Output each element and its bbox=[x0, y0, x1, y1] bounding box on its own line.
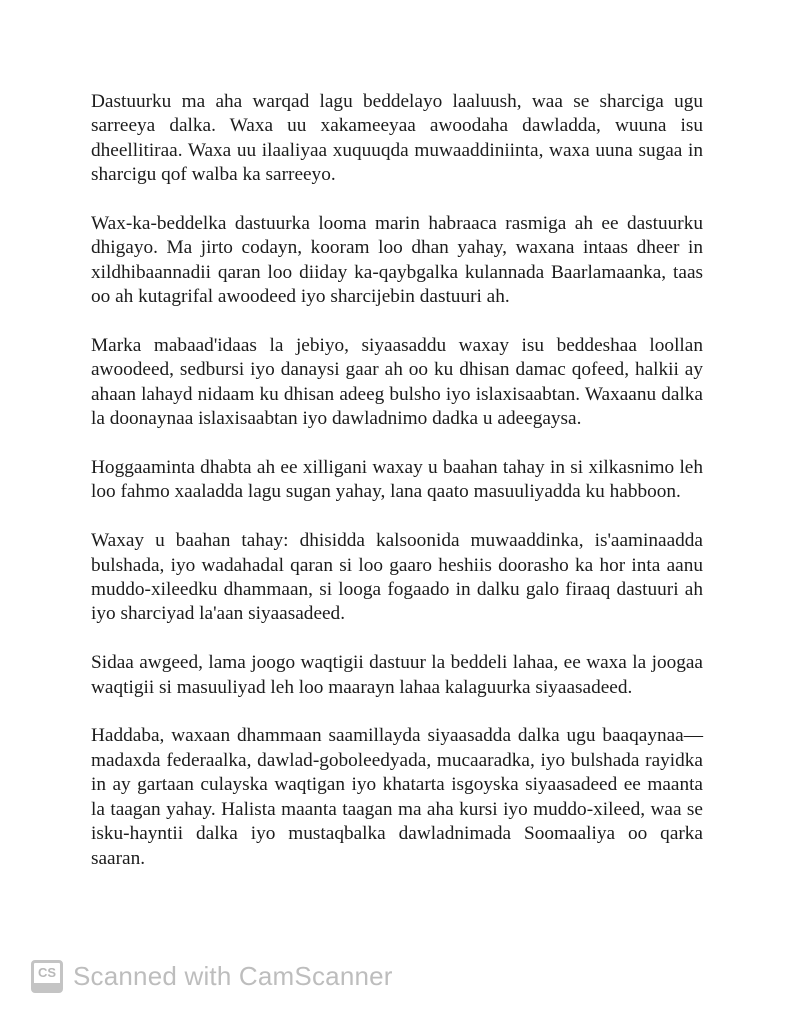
paragraph-requirements: Waxay u baahan tahay: dhisidda kalsoonida muwaaddinka, is'aaminaadda bulshada, iyo wadahadal qaran si loo gaaro heshiis doorasho ka hor inta aanu muddo-xileedku dhammaan, si looga fogaado in dalku galo firaaq dastuuri ah iyo sharciyad la'aan siyaasadeed. bbox=[91, 530, 703, 625]
paragraph-principles-broken: Marka mabaad'idaas la jebiyo, siyaasaddu waxay isu beddeshaa loollan awoodeed, sedbursi iyo danaysi gaar ah oo ku dhisan damac qofeed, halkii ay ahaan lahayd nidaam ku dhisan adeeg bulsho iyo islaxisaabtan. Waxaanu dalka la doonaynaa islaxisaabtan iyo dawladnimo dadka u adeegaysa. bbox=[91, 335, 703, 430]
scanned-document-page bbox=[91, 90, 703, 895]
paragraph-conclusion: Sidaa awgeed, lama joogo waqtigii dastuur la beddeli lahaa, ee waxa la joogaa waqtigii si masuuliyad leh loo maarayn lahaa kalaguurka siyaasadeed. bbox=[91, 652, 703, 698]
camscanner-logo-icon: CS bbox=[31, 960, 63, 993]
paragraph-amendment-process: Wax-ka-beddelka dastuurka looma marin habraaca rasmiga ah ee dastuurku dhigayo. Ma jirto codayn, kooram loo dhan yahay, waxana intaas dheer in xildhibaannadii qaran loo diiday ka-qaybgalka kulannada Baarlamaanka, taas oo ah kutagrifal awoodeed iyo sharcijebin dastuuri ah. bbox=[91, 213, 703, 308]
camscanner-watermark bbox=[31, 960, 393, 993]
paragraph-appeal: Haddaba, waxaan dhammaan saamillayda siyaasadda dalka ugu baaqaynaa—madaxda federaalka, dawlad-goboleedyada, mucaaradka, iyo bulshada rayidka in ay gartaan culayska waqtigan iyo khatarta isgoyska siyaasadeed ee maanta la taagan yahay. Halista maanta taagan ma aha kursi iyo muddo-xileed, waa se isku-hayntii dalka iyo mustaqbalka dawladnimada Soomaaliya oo qarka saaran. bbox=[91, 725, 703, 869]
watermark-text: Scanned with CamScanner bbox=[73, 961, 393, 991]
paragraph-constitution-supremacy: Dastuurku ma aha warqad lagu beddelayo laaluush, waa se sharciga ugu sarreeya dalka. Waxa uu xakameeyaa awoodaha dawladda, wuuna isu dheellitiraa. Waxa uu ilaaliyaa xuquuqda muwaaddiniinta, waxa uuna sugaa in sharcigu qof walba ka sarreeyo. bbox=[91, 91, 703, 186]
paragraph-leadership: Hoggaaminta dhabta ah ee xilligani waxay u baahan tahay in si xilkasnimo leh loo fahmo xaaladda lagu sugan yahay, lana qaato masuuliyadda ku habboon. bbox=[91, 457, 703, 503]
